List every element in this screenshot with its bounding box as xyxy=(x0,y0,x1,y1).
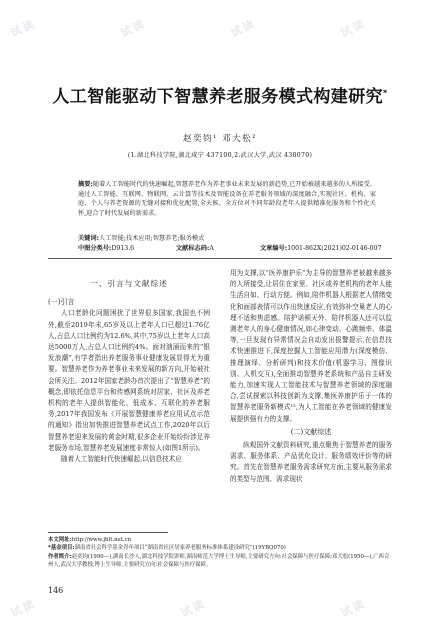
abstract-divider xyxy=(48,258,392,259)
footnote-authors: 作者简介:赵奕钧(1990—),湖南长沙人,湖北科技学院讲师,湖南师范大学博士生导师,主要研究方向:社会保障与医疗保障;邓大松(1950—),广西合州人,武汉大学教授,博士生导师,主要研究方向:社会保障与医疗保障。 xyxy=(48,553,390,569)
watermark: 试读 xyxy=(338,17,368,40)
body-paragraph: 用为支撑,以“医养康护乐”为主导的智慧养老被越来越多的人所接受,让居住在家里、社区或养老机构的老年人能生活自如、行动方便。例如,陪伴机器人根据老人情绪变化和面部表情可以作出快速反应,有效弥补空巢老人的心理不适和焦虑感。陪护诺顿天外、陪伴机器人还可以监测老年人的身心健康情况,如心律变动、心跳频率、体温等,一旦发现有异常情况会自动发出报警提示,在信息技术快速推进下,深度挖掘人工智能应用潜力(深度模仿、推理演绎、分析研判)和技术价值(机器学习、图像识别、人机交互),全面推动智慧养老系统和产品自主研发能力,加速实现人工智能技术与智慧养老领域的深度融合,尝试探索以科技创新为支撑,集医养康护乐于一体的智慧养老服务新模式¹²,为人工智能在养老领域的健康发展提供强有力的支撑。 xyxy=(230,269,392,423)
keywords-line xyxy=(78,233,376,242)
abstract-label: 摘要: xyxy=(78,181,93,188)
watermark: 试读 xyxy=(118,17,148,40)
watermark: 试读 xyxy=(178,597,208,620)
page-number: 146 xyxy=(48,586,64,595)
watermark: 试读 xyxy=(338,597,368,620)
doc-code-line: 文献标志码:A xyxy=(176,245,214,252)
affiliation-line: (1.湖北科技学院,湖北咸宁 437100,2.武汉大学,武汉 430070) xyxy=(127,152,313,159)
watermark: 试读 xyxy=(8,597,38,620)
author-line: 赵奕钧¹ 邓大松² xyxy=(182,134,258,144)
watermark: 试读 xyxy=(8,17,38,40)
section-heading: 一、引言与文献综述 xyxy=(90,279,168,288)
abstract-text: 随着人工智能时代的快速崛起,智慧养老作为养老事业未来发展的新趋势,已开始被越来越多的人所接受。通过人工智能、互联网、物联网、云计算等技术及智能设备在养老服务领域的深度融合,实现社区、机构、家庭、个人与养老资源的无缝对接和优化配置,全天候、全方位对不同年龄段老年人提供精准化服务和个性化关怀,迎合了时代发展的新需求。 xyxy=(78,181,376,217)
abstract-block xyxy=(78,180,376,218)
body-paragraph: 人口老龄化问题困扰了世界很多国家,我国也不例外,截至2019年末,65岁及以上老年人口已超过1.76亿人,占总人口比例约为12.6%,其中,75岁以上老年人口高达5000万人,占总人口比例约4%。面对汹涌而来的“银发浪潮”,有学者指出养老服务事业健康发展显得尤为重要。智慧养老作为养老事业未来发展的新方向,开始被社会所关注。2012年国家老龄办首次提出了“智慧养老”的概念,即依托信息平台和传感网系统对居家、社区及养老机构的老年人提供智能化、低成本、互联化的养老服务,2017年我国发布《开展智慧健康养老应用试点示范的通知》指出加快推进智慧养老试点工作,2020年以后智慧养老迎来发展的黄金时期,很多企业开始纷纷涉足养老服务市场,智慧养老发展速度非常惊人(如图1所示)。 xyxy=(48,309,210,452)
article-number-line: 文章编号:1001-862X(2021)02-0146-007 xyxy=(260,245,382,252)
paper-title: 人工智能驱动下智慧养老服务模式构建研究* xyxy=(52,87,388,107)
keywords-text: 人工智能;技术应用;智慧养老;服务模式 xyxy=(99,235,205,242)
keywords-label: 关键词: xyxy=(78,235,100,242)
watermark: 试读 xyxy=(228,17,258,40)
footnote-divider xyxy=(48,532,168,533)
subsection-heading-review: (二)文献综述 xyxy=(290,427,332,436)
right-column xyxy=(230,268,392,485)
left-column xyxy=(48,268,210,465)
footnote-url: 本文网址:http://www.jhlt.net.cn xyxy=(48,537,132,543)
body-paragraph: 随着人工智能时代快速崛起,以信息技术应 xyxy=(61,455,182,464)
subsection-heading-intro: (一)引言 xyxy=(48,298,75,307)
footnotes xyxy=(48,536,392,570)
body-paragraph: 纵观国外文献资料研究,重点聚焦于智慧养老的服务需求、服务体系、产品优化设计、服务绩效评价等的研究。首先在智慧养老服务需求研究方面,主要从服务需求的类型与范围、需求现状 xyxy=(230,441,392,483)
footnote-fund: *基金项目:湖南省社会科学基金青年项目“湖南省社区居家养老服务标准体系建设研究”(19YBQ070) xyxy=(48,545,286,552)
clc-line: 中图分类号:D913.6 xyxy=(78,245,135,252)
